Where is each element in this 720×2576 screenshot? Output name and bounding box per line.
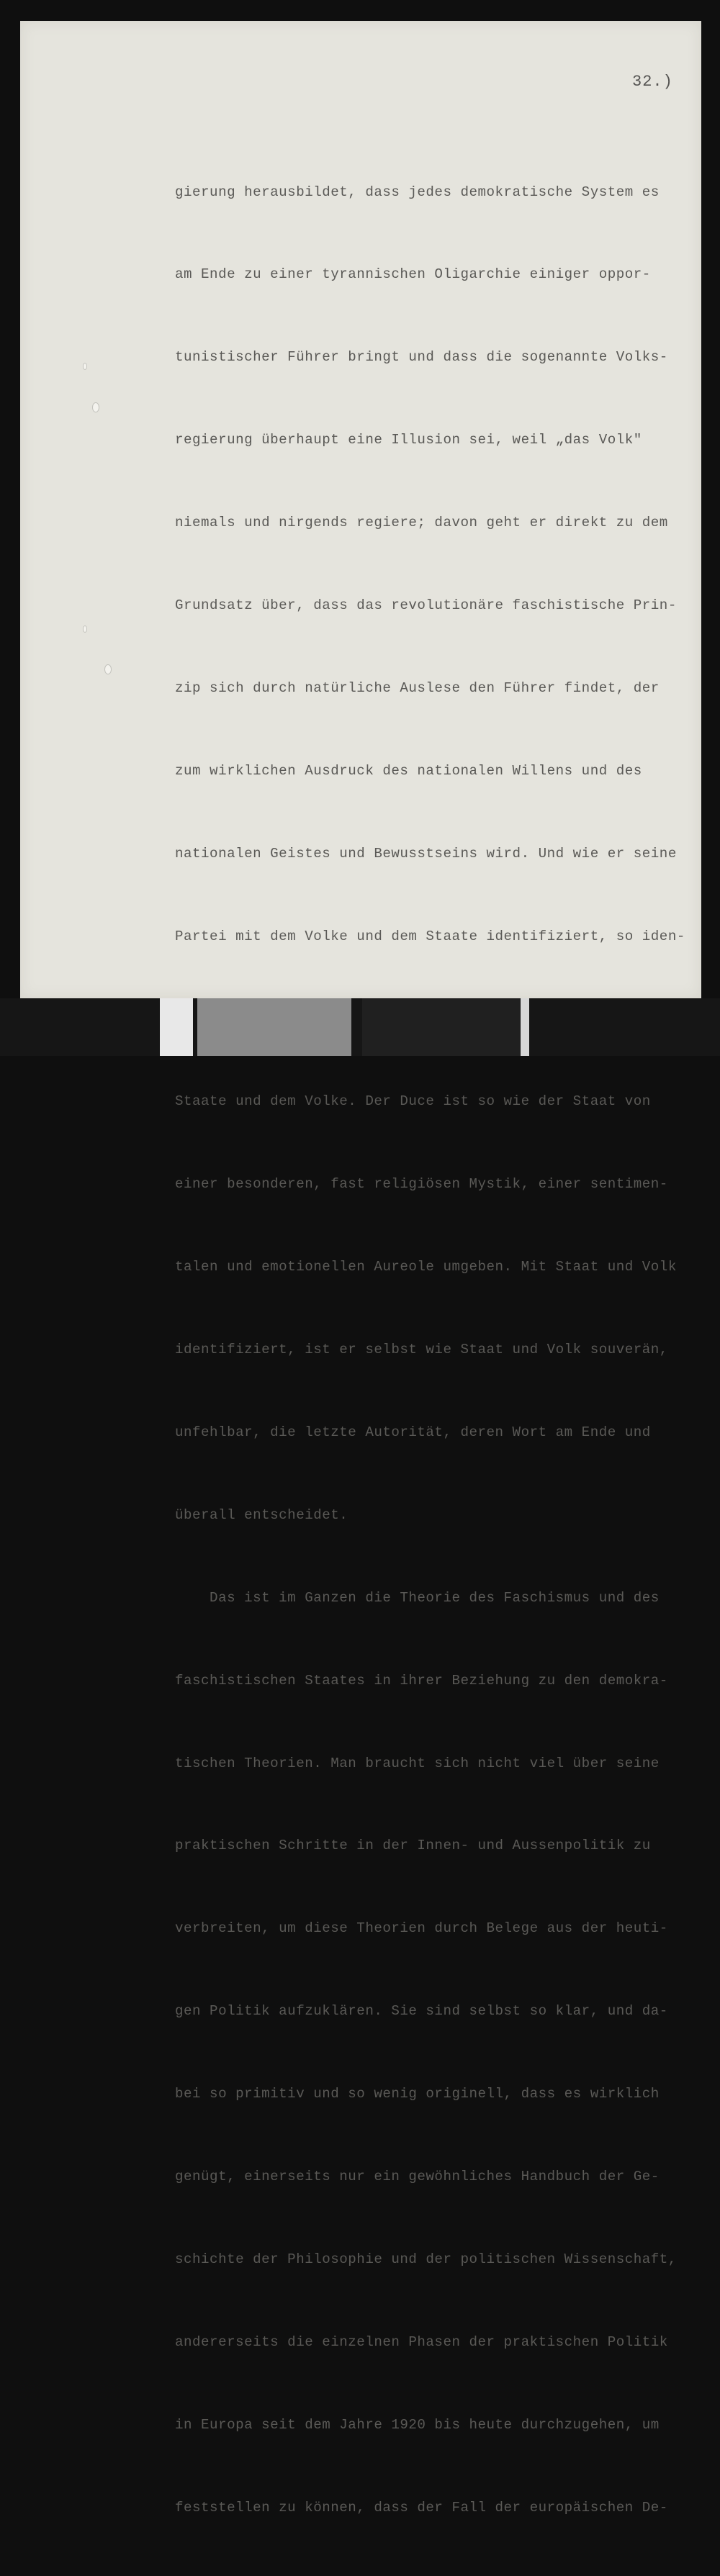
text-line: tunistischer Führer bringt und dass die sogenannte Volks- — [175, 349, 668, 366]
calibration-white-patch — [160, 998, 193, 1056]
binding-hole-mark — [105, 665, 111, 674]
typed-text-block — [175, 123, 690, 2576]
text-line: zum wirklichen Ausdruck des nationalen Willens und des — [175, 762, 642, 779]
text-line: zip sich durch natürliche Auslese den Führer findet, der — [175, 679, 660, 696]
calibration-grey-patch — [197, 998, 351, 1056]
text-line: unfehlbar, die letzte Autorität, deren Wort am Ende und — [175, 1424, 651, 1440]
text-line: andererseits die einzelnen Phasen der praktischen Politik — [175, 2333, 668, 2350]
calibration-dark-patch — [362, 998, 520, 1056]
text-line: gierung herausbildet, dass jedes demokratische System es — [175, 184, 660, 200]
text-line: überall entscheidet. — [175, 1506, 348, 1523]
text-line: regierung überhaupt eine Illusion sei, weil „das Volk" — [175, 432, 642, 448]
text-line: identifiziert, ist er selbst wie Staat und Volk souverän, — [175, 1342, 668, 1358]
text-line: in Europa seit dem Jahre 1920 bis heute durchzugehen, um — [175, 2416, 660, 2433]
calibration-light-patch — [521, 998, 529, 1056]
text-line: verbreiten, um diese Theorien durch Belege aus der heuti- — [175, 1920, 668, 1937]
text-line: praktischen Schritte in der Innen- und Aussenpolitik zu — [175, 1838, 651, 1854]
text-line: Grundsatz über, dass das revolutionäre faschistische Prin- — [175, 597, 677, 614]
text-line: Das ist im Ganzen die Theorie des Faschismus und des — [175, 1589, 660, 1606]
text-line: Staate und dem Volke. Der Duce ist so wie der Staat von — [175, 1093, 651, 1110]
text-line: niemals und nirgends regiere; davon geht er direkt zu dem — [175, 515, 668, 531]
text-line: einer besonderen, fast religiösen Mystik, einer sentimen- — [175, 1176, 668, 1193]
text-line: Partei mit dem Volke und dem Staate identifiziert, so iden- — [175, 928, 685, 944]
text-line: nationalen Geistes und Bewusstseins wird. Und wie er seine — [175, 845, 677, 862]
text-line: genügt, einerseits nur ein gewöhnliches Handbuch der Ge- — [175, 2168, 660, 2184]
scan-bottom-strip — [0, 998, 720, 1056]
text-line: talen und emotionellen Aureole umgeben. Mit Staat und Volk — [175, 1259, 677, 1275]
text-line: am Ende zu einer tyrannischen Oligarchie einiger oppor- — [175, 266, 651, 283]
binding-hole-mark — [93, 403, 99, 412]
text-line: gen Politik aufzuklären. Sie sind selbst so klar, und da- — [175, 2003, 668, 2020]
text-line: schichte der Philosophie und der politischen Wissenschaft, — [175, 2251, 677, 2267]
text-line: faschistischen Staates in ihrer Beziehung zu den demokra- — [175, 1672, 668, 1689]
binding-hole-mark — [84, 363, 86, 369]
binding-hole-mark — [84, 626, 86, 632]
text-line: tischen Theorien. Man braucht sich nicht viel über seine — [175, 1755, 660, 1771]
text-line: feststellen zu können, dass der Fall der europäischen De- — [175, 2499, 668, 2516]
text-line: bei so primitiv und so wenig originell, dass es wirklich — [175, 2086, 660, 2102]
page-number: 32.) — [632, 73, 673, 91]
